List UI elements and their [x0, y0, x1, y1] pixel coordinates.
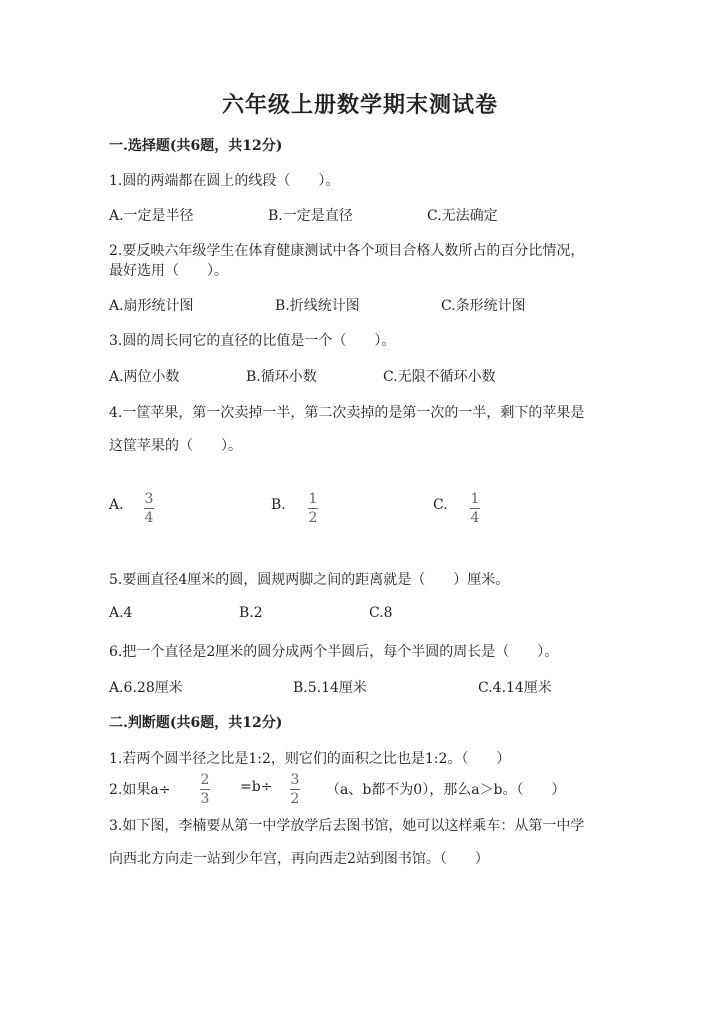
section-heading-choice: 一.选择题(共6题，共12分): [109, 138, 283, 154]
fraction-numerator: 2: [200, 772, 210, 788]
question-5: 5.要画直径4厘米的圆，圆规两脚之间的距离就是（ ）厘米。: [109, 572, 510, 588]
option-4a-fraction: [144, 491, 154, 526]
question-2-line1: 2.要反映六年级学生在体育健康测试中各个项目合格人数所占的百分比情况，: [109, 243, 585, 259]
question-2-line2: 最好选用（ ）。: [109, 263, 228, 279]
option-3a: A.两位小数: [109, 369, 180, 385]
option-2a: A.扇形统计图: [109, 298, 194, 314]
option-1b: B.一定是直径: [268, 208, 353, 224]
option-4c-label: C.: [433, 497, 448, 513]
question-4-line1: 4.一筐苹果，第一次卖掉一半，第二次卖掉的是第一次的一半，剩下的苹果是: [109, 405, 585, 421]
fraction-numerator: 3: [290, 772, 300, 788]
option-3c: C.无限不循环小数: [383, 369, 496, 385]
option-2c: C.条形统计图: [441, 298, 526, 314]
fraction-denominator: 4: [470, 510, 480, 526]
question-3: 3.圆的周长同它的直径的比值是一个（ ）。: [109, 333, 396, 349]
judge-question-2-fraction2: [290, 772, 300, 807]
option-5a: A.4: [109, 605, 133, 621]
fraction-numerator: 1: [308, 491, 318, 507]
option-4c-fraction: [470, 491, 480, 526]
option-5c: C.8: [369, 605, 393, 621]
fraction-denominator: 2: [308, 510, 318, 526]
page-title: 六年级上册数学期末测试卷: [221, 92, 498, 118]
option-4b-label: B.: [271, 497, 286, 513]
fraction-bar: [200, 789, 210, 790]
question-1: 1.圆的两端都在圆上的线段（ ）。: [109, 173, 340, 189]
fraction-bar: [290, 789, 300, 790]
judge-question-2-suffix: （a、b都不为0），那么a＞b。（ ）: [326, 782, 566, 798]
option-4a-label: A.: [109, 497, 124, 513]
fraction-denominator: 4: [144, 510, 154, 526]
fraction-numerator: 3: [144, 491, 154, 507]
fraction-denominator: 3: [200, 791, 210, 807]
option-6a: A.6.28厘米: [109, 680, 183, 696]
fraction-bar: [470, 508, 480, 509]
option-6b: B.5.14厘米: [293, 680, 367, 696]
option-1a: A.一定是半径: [109, 208, 194, 224]
option-5b: B.2: [239, 605, 263, 621]
section-heading-judge: 二.判断题(共6题，共12分): [109, 715, 283, 731]
fraction-numerator: 1: [470, 491, 480, 507]
judge-question-2-prefix: 2.如果a÷: [109, 782, 171, 798]
judge-question-1: 1.若两个圆半径之比是1:2，则它们的面积之比也是1:2。（ ）: [109, 751, 511, 767]
judge-question-2-middle: =b÷: [240, 779, 273, 795]
fraction-bar: [144, 508, 154, 509]
option-1c: C.无法确定: [427, 208, 498, 224]
option-6c: C.4.14厘米: [478, 680, 552, 696]
option-4b-fraction: [308, 491, 318, 526]
fraction-denominator: 2: [290, 791, 300, 807]
option-3b: B.循环小数: [246, 369, 317, 385]
question-6: 6.把一个直径是2厘米的圆分成两个半圆后，每个半圆的周长是（ ）。: [109, 644, 559, 660]
question-4-line2: 这筐苹果的（ ）。: [109, 438, 242, 454]
fraction-bar: [308, 508, 318, 509]
judge-question-3-line2: 向西北方向走一站到少年宫，再向西走2站到图书馆。（ ）: [109, 851, 489, 867]
judge-question-3-line1: 3.如下图，李楠要从第一中学放学后去图书馆，她可以这样乘车：从第一中学: [109, 818, 585, 834]
option-2b: B.折线统计图: [275, 298, 360, 314]
judge-question-2-fraction1: [200, 772, 210, 807]
